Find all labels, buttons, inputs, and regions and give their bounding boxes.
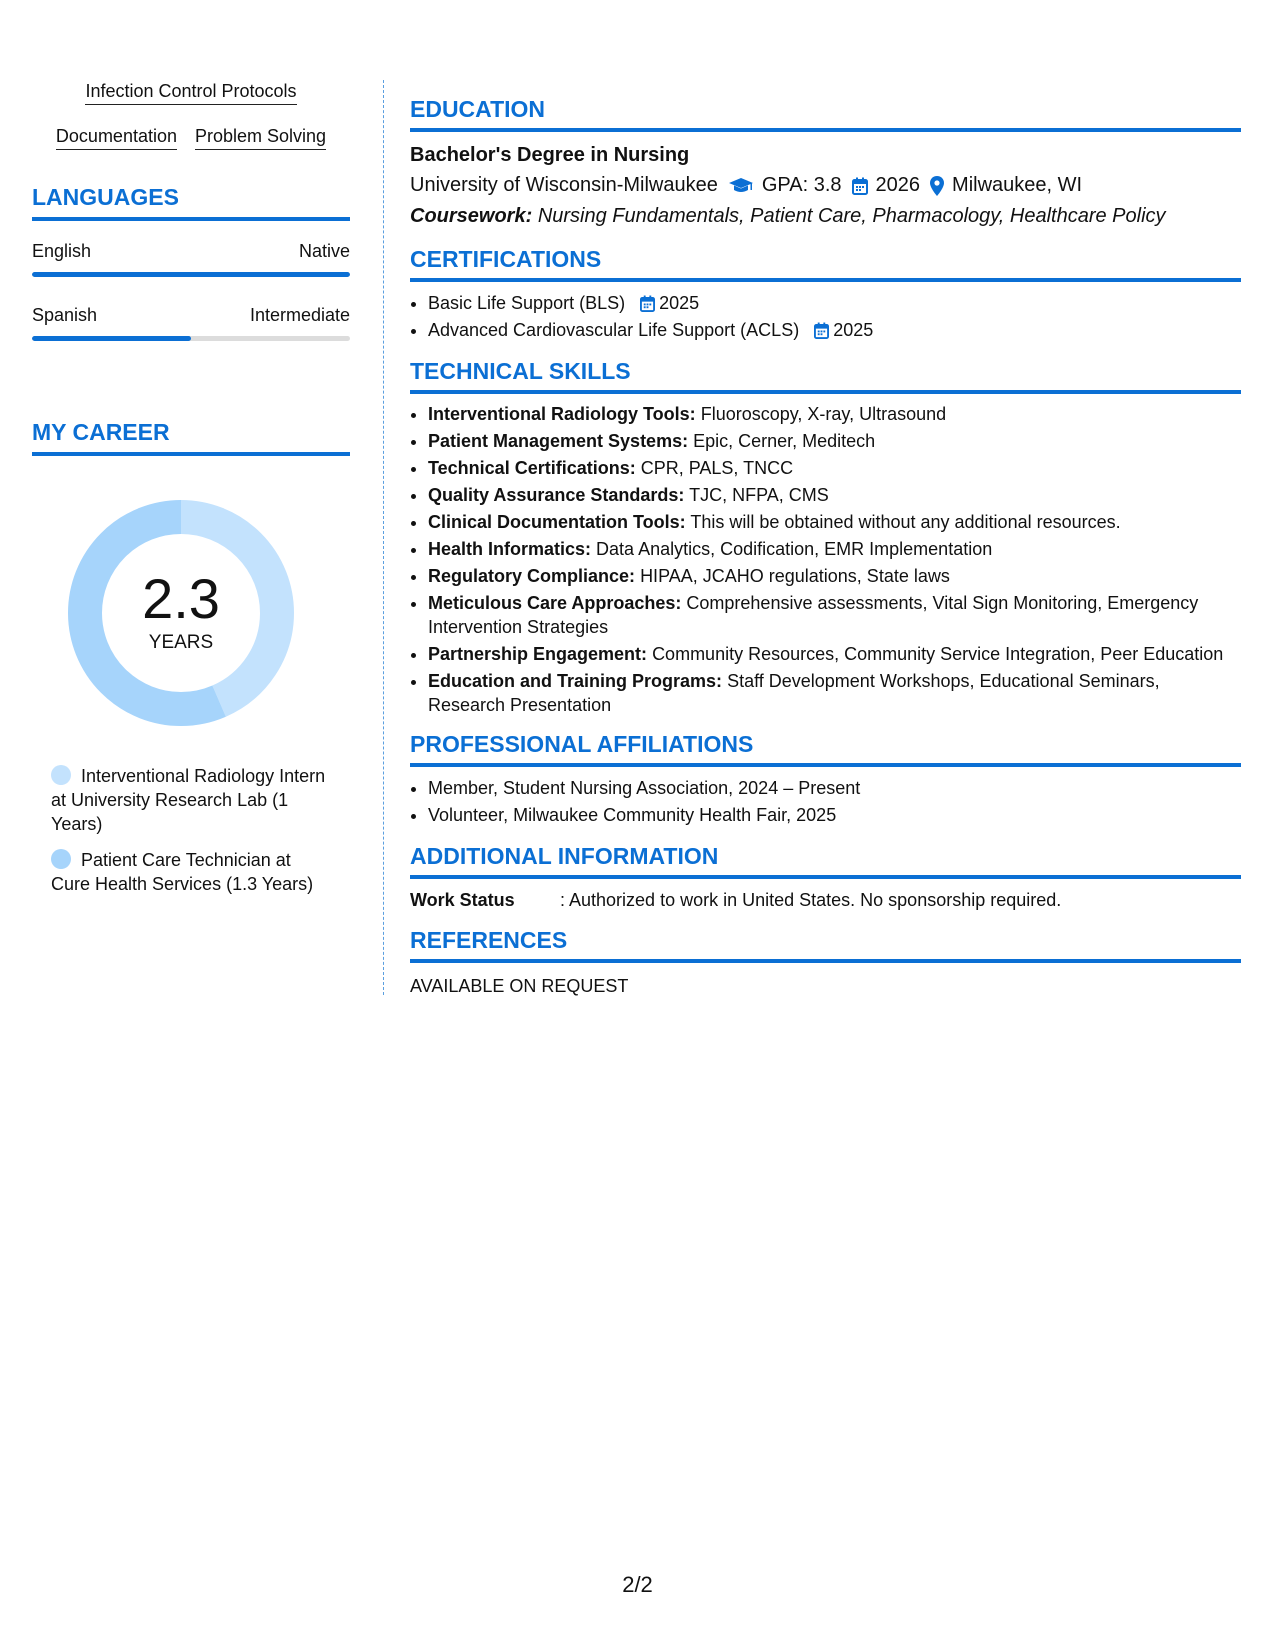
career-donut xyxy=(66,498,296,728)
career-unit: YEARS xyxy=(148,632,214,653)
list-item xyxy=(428,429,1241,453)
left-column xyxy=(32,80,350,908)
school-name: University of Wisconsin-Milwaukee xyxy=(410,174,718,196)
skill-label: Partnership Engagement: xyxy=(428,644,648,664)
skill-label: Health Informatics: xyxy=(428,539,592,559)
skill-value: HIPAA, JCAHO regulations, State laws xyxy=(640,566,950,586)
skill-value: Epic, Cerner, Meditech xyxy=(693,431,876,451)
education-title: EDUCATION xyxy=(410,96,1241,132)
language-item xyxy=(32,305,350,341)
education-location: Milwaukee, WI xyxy=(952,174,1083,196)
work-status-row xyxy=(410,887,1241,913)
skill-tag: Infection Control Protocols xyxy=(85,80,296,105)
calendar-icon xyxy=(852,177,868,195)
languages-title: LANGUAGES xyxy=(32,184,350,221)
graduation-year: 2026 xyxy=(875,174,921,196)
certification-year: 2025 xyxy=(659,293,700,313)
skill-label: Interventional Radiology Tools: xyxy=(428,404,696,424)
technical-skills-section xyxy=(410,358,1241,717)
certification-name: Basic Life Support (BLS) xyxy=(428,293,626,313)
language-level: Intermediate xyxy=(249,305,350,325)
list-item xyxy=(428,317,1241,344)
skill-value: Staff Development Workshops, Educational Seminars, Research Presentation xyxy=(428,671,1160,715)
list-item xyxy=(428,510,1241,534)
skill-value: Data Analytics, Codification, EMR Implementation xyxy=(596,539,993,559)
calendar-icon xyxy=(640,295,655,312)
skill-value: Community Resources, Community Service Integration, Peer Education xyxy=(652,644,1224,664)
language-bar xyxy=(32,272,350,277)
certifications-section xyxy=(410,246,1241,344)
page-number: 2/2 xyxy=(622,1572,653,1597)
skill-value: This will be obtained without any additional resources. xyxy=(690,512,1121,532)
skill-value: Comprehensive assessments, Vital Sign Monitoring, Emergency Intervention Strategies xyxy=(428,593,1199,637)
location-pin-icon xyxy=(930,176,944,196)
certification-year: 2025 xyxy=(833,320,874,340)
certification-name: Advanced Cardiovascular Life Support (ACLS) xyxy=(428,320,800,340)
additional-info-title: ADDITIONAL INFORMATION xyxy=(410,843,1241,879)
references-text: AVAILABLE ON REQUEST xyxy=(410,976,629,996)
skill-label: Technical Certifications: xyxy=(428,458,636,478)
additional-info-section xyxy=(410,843,1241,913)
language-item xyxy=(32,241,350,277)
languages-section xyxy=(32,184,350,341)
list-item xyxy=(428,290,1241,317)
skill-tags-row xyxy=(32,80,350,105)
certifications-list xyxy=(410,290,1241,344)
skill-label: Education and Training Programs: xyxy=(428,671,723,691)
skill-tag: Problem Solving xyxy=(195,125,326,150)
list-item xyxy=(428,456,1241,480)
affiliations-section xyxy=(410,731,1241,829)
education-details xyxy=(410,170,1241,201)
skill-label: Clinical Documentation Tools: xyxy=(428,512,686,532)
list-item xyxy=(428,564,1241,588)
language-name: English xyxy=(32,241,92,261)
coursework xyxy=(410,201,1241,232)
skill-value: Fluoroscopy, X-ray, Ultrasound xyxy=(700,404,947,424)
list-item xyxy=(428,402,1241,426)
list-item xyxy=(428,669,1241,717)
language-bar xyxy=(32,336,350,341)
career-section xyxy=(32,419,350,896)
list-item xyxy=(428,483,1241,507)
language-level: Native xyxy=(298,241,350,261)
career-title: MY CAREER xyxy=(32,419,350,456)
career-legend xyxy=(51,764,350,896)
degree-name: Bachelor's Degree in Nursing xyxy=(410,144,690,166)
technical-skills-title: TECHNICAL SKILLS xyxy=(410,358,1241,394)
list-item: • Volunteer, Milwaukee Community Health Fair, 2025 xyxy=(428,802,1241,829)
skill-label: Patient Management Systems: xyxy=(428,431,689,451)
skill-value: CPR, PALS, TNCC xyxy=(640,458,794,478)
column-divider xyxy=(383,80,384,995)
work-status-value: : Authorized to work in United States. No sponsorship required. xyxy=(560,890,1062,910)
list-item: • Member, Student Nursing Association, 2024 – Present xyxy=(428,775,1241,802)
legend-label: Patient Care Technician at Cure Health Services (1.3 Years) xyxy=(51,850,314,894)
legend-dot-icon xyxy=(51,849,71,869)
affiliations-title: PROFESSIONAL AFFILIATIONS xyxy=(410,731,1241,767)
list-item xyxy=(428,537,1241,561)
language-bar-fill xyxy=(32,336,191,341)
legend-dot-icon xyxy=(51,765,71,785)
legend-label: Interventional Radiology Intern at University Research Lab (1 Years) xyxy=(51,766,326,834)
legend-item xyxy=(51,848,331,896)
skill-label: Meticulous Care Approaches: xyxy=(428,593,682,613)
right-column xyxy=(410,96,1241,1015)
list-item xyxy=(428,642,1241,666)
skill-tag: Documentation xyxy=(56,125,177,150)
language-name: Spanish xyxy=(32,305,98,325)
affiliations-list xyxy=(410,775,1241,829)
gpa: GPA: 3.8 xyxy=(761,174,842,196)
graduation-cap-icon xyxy=(728,177,754,195)
legend-item xyxy=(51,764,331,836)
skill-value: TJC, NFPA, CMS xyxy=(689,485,829,505)
language-bar-fill xyxy=(32,272,350,277)
skill-label: Quality Assurance Standards: xyxy=(428,485,685,505)
education-section xyxy=(410,96,1241,232)
technical-skills-list xyxy=(410,402,1241,717)
skill-tags-row xyxy=(32,125,350,150)
coursework-label: Coursework: xyxy=(410,205,533,227)
career-total: 2.3 xyxy=(142,567,220,630)
skill-label: Regulatory Compliance: xyxy=(428,566,636,586)
calendar-icon xyxy=(814,322,829,339)
references-section xyxy=(410,927,1241,1001)
coursework-list: Nursing Fundamentals, Patient Care, Pharmacology, Healthcare Policy xyxy=(537,205,1166,227)
list-item xyxy=(428,591,1241,639)
work-status-label: Work Status xyxy=(410,890,515,910)
references-title: REFERENCES xyxy=(410,927,1241,963)
certifications-title: CERTIFICATIONS xyxy=(410,246,1241,282)
